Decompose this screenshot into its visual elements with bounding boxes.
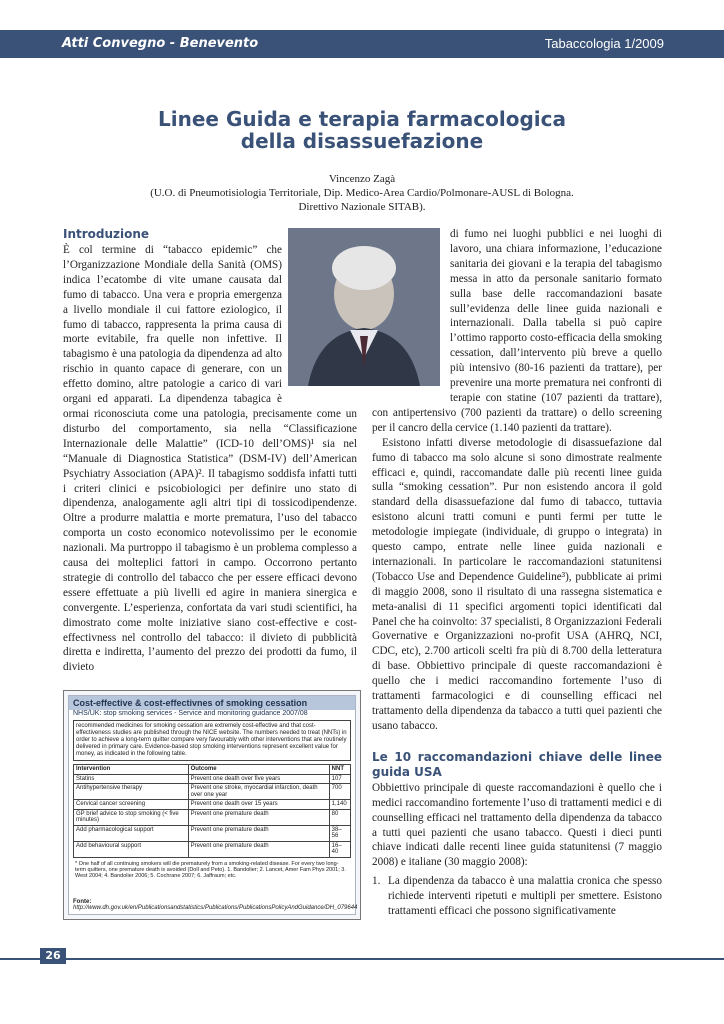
list-item-text: La dipendenza da tabacco è una malattia cronica che spesso richiede interventi ripetuti e multipli per smettere. Esistono trattamenti efficaci che possono significativamente — [388, 875, 662, 918]
title-line-2: della disassuefazione — [240, 129, 484, 153]
table-cell: Add pharmacological support — [74, 825, 189, 841]
recommendation-list — [372, 874, 662, 919]
source-label: Fonte: — [73, 899, 92, 905]
list-item-number: 1. — [372, 875, 381, 888]
page-header — [0, 0, 724, 62]
table-cell: Statins — [74, 774, 189, 784]
table-row — [74, 809, 351, 825]
table-row — [74, 774, 351, 784]
paragraph-usa: Obbiettivo principale di queste raccomandazioni è quello che i medici raccomandino fortemente l’uso di trattamenti medici e di counselling efficaci nel trattamento della dipendenza da tabacco a tutti quei pazienti che usano tabacco. Questi i dieci punti chiave indicati dalle recenti linee guida statunitensi (7 maggio 2008) e italiane (30 maggio 2008): — [372, 781, 662, 869]
table-cell: 16–40 — [329, 841, 350, 857]
paragraph-guidelines: Esistono infatti diverse metodologie di disassuefazione dal fumo di tabacco ma solo alcune si sono dimostrate realmente efficaci e, quindi, raccomandate dalle più recenti linee guida sulla “smoking cessation”. Pur non esistendo ancora il gold standard della disassuefazione dal fumo di tabacco, tuttavia esistono alcuni tratti comuni e punti fermi per tutte le metodologie impiegate (individuale, di gruppo o integrata) in questo campo, entrate nelle linee guida nazionali e internazionali. In particolare le raccomandazioni statunitensi (Tobacco Use and Dependence Guideline³), pubblicate ai primi di maggio 2008, sono il risultato di una rassegna sistematica e meta-analisi di 11 specifici argomenti topici identificati dal Panel che ha coinvolto: 37 specialisti, 8 Organizzazioni Federali Governative e Organizzazioni no-profit USA (AHRQ, NCI, CDC, etc), 2.700 articoli scelti fra più di 8.700 della letteratura di base. Obbiettivo principale di queste raccomandazioni è quello che i medici raccomandino fortemente l’uso di trattamenti farmacologici e di counselling efficaci nel trattamento della dipendenza da tabacco a tutti quei pazienti che usano tabacco. — [372, 436, 662, 732]
right-column — [372, 227, 662, 919]
table-cell: GP brief advice to stop smoking (< five minutes) — [74, 809, 189, 825]
column-header: Outcome — [188, 765, 329, 775]
table-cell: Add behavioural support — [74, 841, 189, 857]
table-row — [74, 784, 351, 800]
table-cell: Prevent one death over 15 years — [188, 800, 329, 810]
journal-section: Atti Convegno - Benevento — [62, 36, 259, 51]
figure-title: Cost-effective & cost-effectivnes of smoking cessation — [69, 696, 355, 710]
table-cell: Prevent one premature death — [188, 809, 329, 825]
article-title — [62, 108, 662, 152]
section-heading-introduzione: Introduzione — [63, 227, 150, 241]
figure-source — [73, 899, 357, 911]
source-url[interactable]: http://www.dh.gov.uk/en/Publicationsandstatistics/Publications/PublicationsPolicyAndGuidance/DH_079644 — [73, 905, 358, 911]
column-header: NNT — [329, 765, 350, 775]
figure-intro: recommended medicines for smoking cessation are extremely cost-effective and that cost-effectiveness studies are published through the NICE website. The numbers needed to treat (NNTs) in order to achieve a long-term quitter compare very favourably with other interventions that are routinely delivered in primary care. Evidence-based stop smoking interventions represent excellent value for money, as indicated in the following table. — [73, 720, 351, 761]
table-cell: 700 — [329, 784, 350, 800]
table-cell: Antihypertensive therapy — [74, 784, 189, 800]
intro-paragraph: È col termine di “tabacco epidemic” che l’Organizzazione Mondiale della Sanità (OMS) indica l’ecatombe di vite umane causata dal fumo di tabacco. Una vera e propria emergenza a livello mondiale il cui fattore eziologico, il fumo di tabacco, rappresenta la prima causa di morte evitabile, fra quelle non infettive. Il tabagismo è una patologia da dipendenza ad alto rischio in quanto capace di generare, con un effetto domino, altre patologie a carico di vari organi ed apparati. La dipendenza tabagica è ormai riconosciuta come una patologia, precisamente come un disturbo del comportamento, sia nella “Classificazione Internazionale delle Malattie” (ICD-10 dell’OMS)¹ sia nel “Manuale di Diagnostica Statistica” (DSM-IV) dell’American Psychiatry Association (APA)². Il tabagismo soddisfa infatti tutti i criteri clinici e psicobiologici per definire uno stato di dipendenza, analogamente agli altri tipi di tossicodipendenze. Oltre a produrre malattia e morte prematura, l’uso del tabacco comporta un costo economico notevolissimo per le economie nazionali. Ma purtroppo il tabagismo è un problema complesso a causa dei molteplici fattori in campo. Occorrono pertanto strategie di controllo del tabacco che per essere efficaci devono essere effettuate a più livelli ed agire in maniera sinergica e convergente. L’esperienza, confortata da vari studi scientifici, ha dimostrato come molte iniziative siano cost-effective e cost-effectivness nel controllo del tabacco: il divieto di pubblicità diretta e indiretta, l’aumento del prezzo dei prodotti da fumo, il divieto — [63, 244, 357, 674]
table-cell: 1,140 — [329, 800, 350, 810]
figure-subtitle: NHS/UK: stop smoking services - Service and monitoring guidance 2007/08 — [73, 710, 308, 717]
table-header-row — [74, 765, 351, 775]
nnt-table — [73, 764, 351, 858]
figure-notes: * One half of all continuing smokers will die prematurely from a smoking-related disease. For every two long-term quitters, one premature death is avoided (Doll and Peto). 1. Bandolier; 2. Lancet, Amer Fam Phys 2001; 3. West 2004; 4. Bandolier 2006; 5. Cochrane 2007; 6. Jaffraum; etc. — [75, 860, 346, 879]
table-cell: Prevent one premature death — [188, 841, 329, 857]
column-header: Intervention — [74, 765, 189, 775]
paragraph-cost-effectiveness: di fumo nei luoghi pubblici e nei luoghi di lavoro, una chiara informazione, l’educazione sanitaria dei giovani e la terapia del tabagismo messa in atto da personale sanitario formato sulla base delle raccomandazioni basate sull’evidenza delle linee guida nazionali e internazionali. Dalla tabella si può capire l’ottimo rapporto costo-efficacia della smoking cessation, dall’intervento più breve a quello più intensivo (80-16 pazienti da trattare), per prevenire una morte prematura nei confronti di terapie con statine (107 pazienti da trattare), con antipertensivo (700 pazienti da trattare) o dello screening per il cancro della cervice (1.140 pazienti da trattare). — [372, 228, 662, 434]
table-cell: Prevent one death over five years — [188, 774, 329, 784]
table-cell: Prevent one stroke, myocardial infarction, death over one year — [188, 784, 329, 800]
table-cell: Cervical cancer screening — [74, 800, 189, 810]
table-cell: 107 — [329, 774, 350, 784]
left-column — [63, 227, 357, 675]
table-cell: 38–56 — [329, 825, 350, 841]
table-cell: 80 — [329, 809, 350, 825]
author-name: Vincenzo Zagà — [328, 173, 396, 185]
author-block — [62, 172, 662, 214]
journal-issue: Tabaccologia 1/2009 — [544, 36, 664, 51]
author-affiliation-2: Direttivo Nazionale SITAB). — [298, 201, 426, 213]
table-cell: Prevent one premature death — [188, 825, 329, 841]
table-row — [74, 825, 351, 841]
page-number: 26 — [40, 948, 66, 964]
footer-rule — [0, 958, 724, 960]
table-row — [74, 800, 351, 810]
list-item — [372, 874, 662, 919]
section-heading-usa: Le 10 raccomandazioni chiave delle linee guida USA — [372, 749, 662, 779]
author-affiliation: (U.O. di Pneumotisiologia Territoriale, Dip. Medico-Area Cardio/Polmonare-AUSL di Bologna. — [150, 187, 574, 199]
title-line-1: Linee Guida e terapia farmacologica — [158, 107, 566, 131]
cost-effectiveness-figure — [63, 690, 361, 920]
table-row — [74, 841, 351, 857]
